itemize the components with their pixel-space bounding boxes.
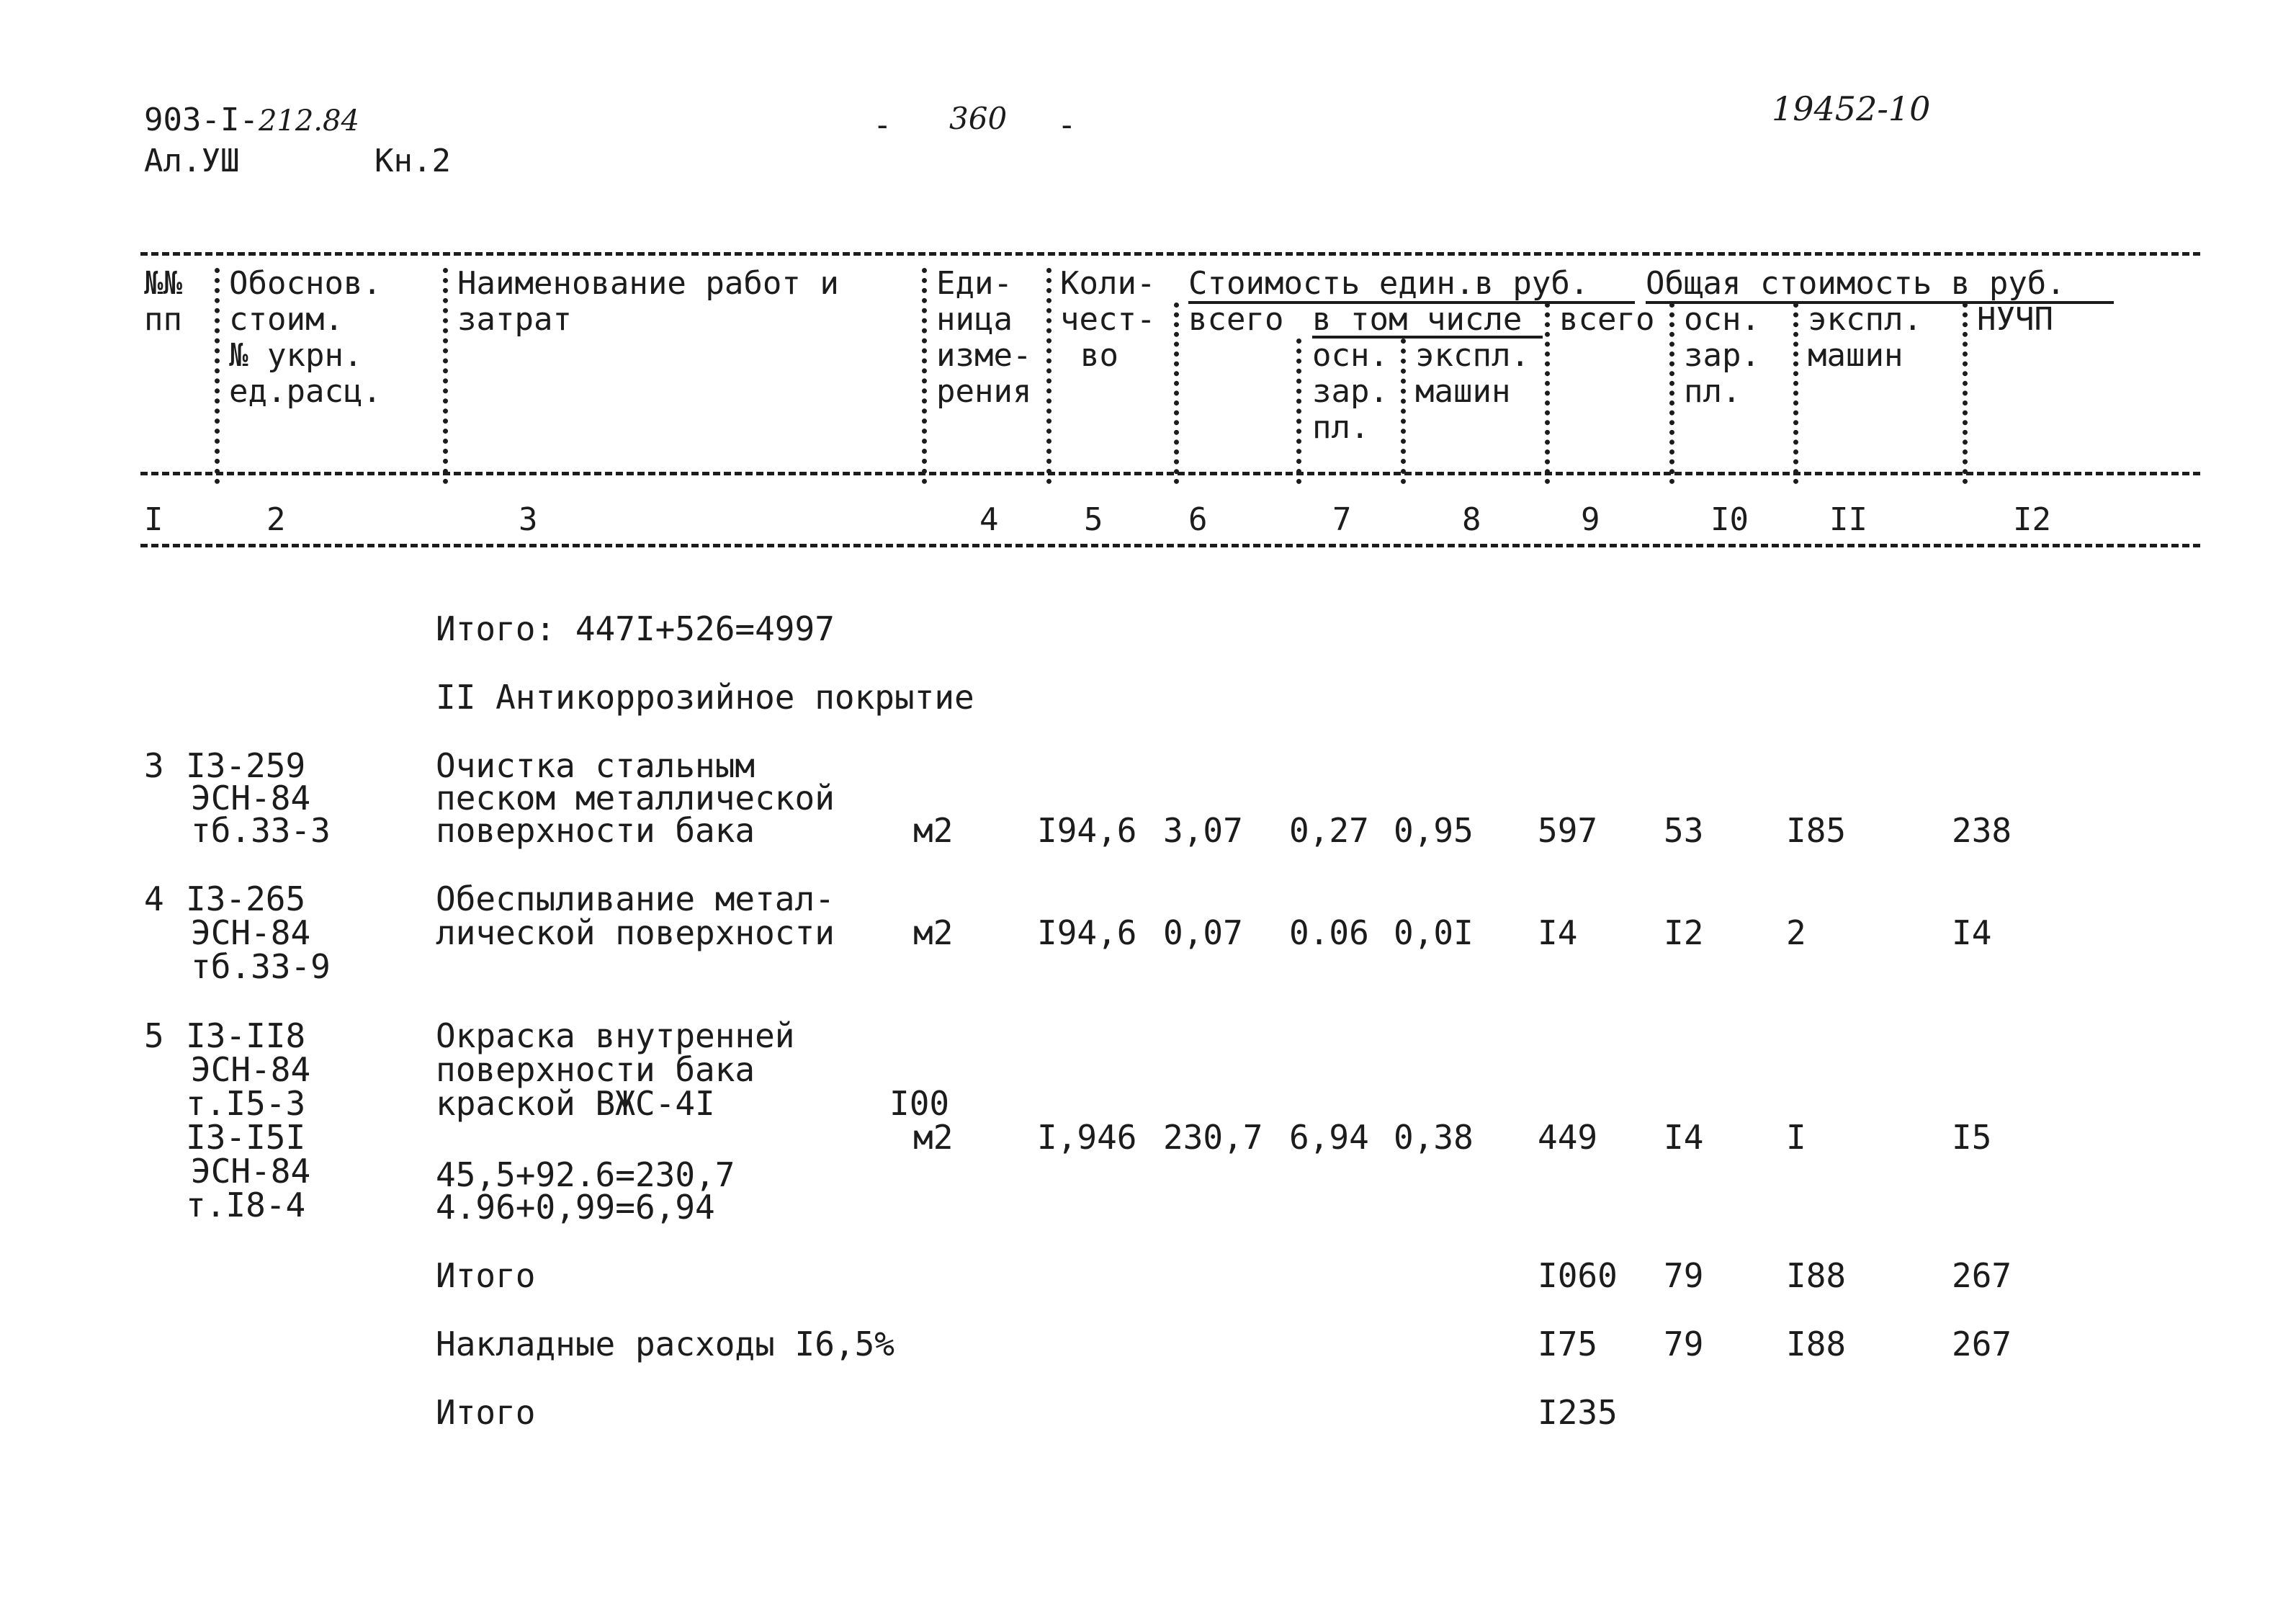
column-number: 8 (1462, 501, 1481, 538)
previous-total-line: Итого: 447I+526=4997 (436, 609, 835, 648)
row-name: лической поверхности (436, 913, 835, 952)
section-title: II Антикоррозийное покрытие (436, 678, 974, 717)
row-number: 4 (144, 879, 164, 918)
row-unit: I00 (889, 1084, 950, 1123)
row-quantity: I,946 (1037, 1118, 1137, 1157)
row-basis: тб.33-9 (191, 947, 331, 986)
row-name: поверхности бака (436, 1050, 755, 1089)
row-unit-price-wage: 0,27 (1289, 811, 1369, 850)
header-col4-line4: рения (936, 373, 1032, 410)
header-group-total-cost: Общая стоимость в руб. (1646, 265, 2066, 302)
column-separator (1296, 339, 1301, 484)
column-separator (1793, 303, 1798, 484)
row-unit-price-machines: 0,38 (1394, 1118, 1474, 1157)
header-group-unit-cost: Стоимость един.в руб. (1188, 265, 1589, 302)
header-col1-line1: №№ (144, 265, 182, 302)
row-unit: м2 (913, 1118, 954, 1157)
column-separator (1669, 303, 1674, 484)
row-name: поверхности бака (436, 811, 755, 850)
summary-nuchp: 267 (1952, 1256, 2012, 1295)
header-col2-line2: стоим. (229, 301, 344, 338)
header-col10-line1: осн. (1684, 301, 1760, 338)
row-name-calc: 4.96+0,99=6,94 (436, 1188, 715, 1227)
header-mid-rule (140, 472, 2200, 475)
row-sum-total: 449 (1538, 1118, 1598, 1157)
row-basis: ЭСН-84 (191, 913, 311, 952)
header-col1-line2: пп (144, 301, 182, 338)
row-basis: тб.33-3 (191, 811, 331, 850)
header-col6: всего (1188, 301, 1284, 338)
column-separator (1545, 303, 1550, 484)
header-col4-line3: изме- (936, 337, 1032, 374)
column-number: I0 (1710, 501, 1749, 538)
row-unit-price-machines: 0,0I (1394, 913, 1474, 952)
summary-wage: 79 (1664, 1325, 1704, 1363)
header-col7-line3: пл. (1312, 409, 1370, 446)
row-unit-price-total: 230,7 (1163, 1118, 1263, 1157)
summary-total: I060 (1538, 1256, 1618, 1295)
header-col7-line2: зар. (1312, 373, 1389, 410)
column-separator (443, 268, 448, 484)
row-quantity: I94,6 (1037, 811, 1137, 850)
column-separator (1401, 339, 1406, 484)
row-unit-price-machines: 0,95 (1394, 811, 1474, 850)
row-unit-price-wage: 6,94 (1289, 1118, 1369, 1157)
page-dash-left: - (873, 107, 892, 143)
row-unit: м2 (913, 811, 954, 850)
summary-label: Итого (436, 1393, 536, 1432)
row-sum-machines: I (1786, 1118, 1806, 1157)
row-nuchp: I4 (1952, 913, 1992, 952)
summary-total: I235 (1538, 1393, 1618, 1432)
row-basis: ЭСН-84 (191, 1152, 311, 1191)
column-number: 2 (266, 501, 286, 538)
column-separator (1174, 303, 1179, 484)
header-col10-line2: зар. (1684, 337, 1760, 374)
header-col3-line2: затрат (457, 301, 572, 338)
header-col4-line1: Еди- (936, 265, 1013, 302)
book-label: Кн.2 (375, 143, 451, 179)
row-name: краской ВЖС-4I (436, 1084, 715, 1123)
row-name-calc: 45,5+92.6=230,7 (436, 1155, 735, 1194)
row-unit: м2 (913, 913, 954, 952)
summary-wage: 79 (1664, 1256, 1704, 1295)
sheet-reference: 19452-10 (1772, 89, 1931, 128)
column-number: I2 (2013, 501, 2051, 538)
column-number: 4 (979, 501, 999, 538)
header-col5-line1: Коли- (1060, 265, 1156, 302)
header-col4-line2: ница (936, 301, 1013, 338)
row-sum-total: 597 (1538, 811, 1598, 850)
row-basis: I3-259 (186, 746, 306, 785)
row-name: песком металлической (436, 779, 835, 818)
album-label: Ал.УШ (144, 143, 240, 179)
row-unit-price-total: 3,07 (1163, 811, 1243, 850)
column-number: 7 (1332, 501, 1352, 538)
row-basis: ЭСН-84 (191, 779, 311, 818)
column-separator (922, 268, 927, 484)
row-sum-wage: I4 (1664, 1118, 1704, 1157)
document-code: 903-I-212.84 (144, 102, 359, 138)
column-separator (1046, 268, 1051, 484)
header-bottom-rule (140, 544, 2200, 547)
header-top-rule (140, 252, 2200, 256)
document-code-handwritten: 212.84 (258, 104, 359, 138)
summary-label: Итого (436, 1256, 536, 1295)
row-name: Обеспыливание метал- (436, 879, 835, 918)
row-sum-machines: I85 (1786, 811, 1847, 850)
summary-nuchp: 267 (1952, 1325, 2012, 1363)
row-number: 5 (144, 1016, 164, 1055)
header-col3-line1: Наименование работ и (457, 265, 839, 302)
page-number: 360 (949, 101, 1008, 136)
header-col8-line1: экспл. (1415, 337, 1530, 374)
column-separator (215, 268, 220, 484)
row-basis: I3-I5I (186, 1118, 306, 1157)
row-basis: т.I8-4 (186, 1186, 306, 1224)
row-basis: I3-II8 (186, 1016, 306, 1055)
column-number: II (1829, 501, 1867, 538)
row-nuchp: 238 (1952, 811, 2012, 850)
header-including: в том числе (1312, 301, 1523, 338)
header-col2-line3: № укрн. (229, 337, 363, 374)
page-dash-right: - (1057, 107, 1077, 143)
row-unit-price-total: 0,07 (1163, 913, 1243, 952)
row-number: 3 (144, 746, 164, 785)
row-sum-machines: 2 (1786, 913, 1806, 952)
header-col2-line1: Обоснов. (229, 265, 382, 302)
header-col12: НУЧП (1977, 301, 2053, 338)
column-separator (1963, 303, 1968, 484)
header-col7-line1: осн. (1312, 337, 1389, 374)
row-sum-wage: I2 (1664, 913, 1704, 952)
column-number: 5 (1084, 501, 1103, 538)
row-name: Очистка стальным (436, 746, 755, 785)
column-number: I (144, 501, 163, 538)
row-nuchp: I5 (1952, 1118, 1992, 1157)
header-col2-line4: ед.расц. (229, 373, 382, 410)
header-col5-line2: чест- (1060, 301, 1156, 338)
row-basis: т.I5-3 (186, 1084, 306, 1123)
summary-machines: I88 (1786, 1325, 1847, 1363)
row-basis: I3-265 (186, 879, 306, 918)
summary-machines: I88 (1786, 1256, 1847, 1295)
summary-total: I75 (1538, 1325, 1598, 1363)
header-col5-line3: во (1080, 337, 1118, 374)
row-basis: ЭСН-84 (191, 1050, 311, 1089)
column-number: 3 (519, 501, 538, 538)
header-col11-line2: машин (1808, 337, 1903, 374)
row-sum-total: I4 (1538, 913, 1578, 952)
column-number: 9 (1581, 501, 1600, 538)
header-col11-line1: экспл. (1808, 301, 1922, 338)
summary-label: Накладные расходы I6,5% (436, 1325, 894, 1363)
row-unit-price-wage: 0.06 (1289, 913, 1369, 952)
header-col10-line3: пл. (1684, 373, 1741, 410)
row-sum-wage: 53 (1664, 811, 1704, 850)
row-name: Окраска внутренней (436, 1016, 795, 1055)
header-col9: всего (1559, 301, 1655, 338)
header-col8-line2: машин (1415, 373, 1511, 410)
row-quantity: I94,6 (1037, 913, 1137, 952)
column-number: 6 (1188, 501, 1208, 538)
